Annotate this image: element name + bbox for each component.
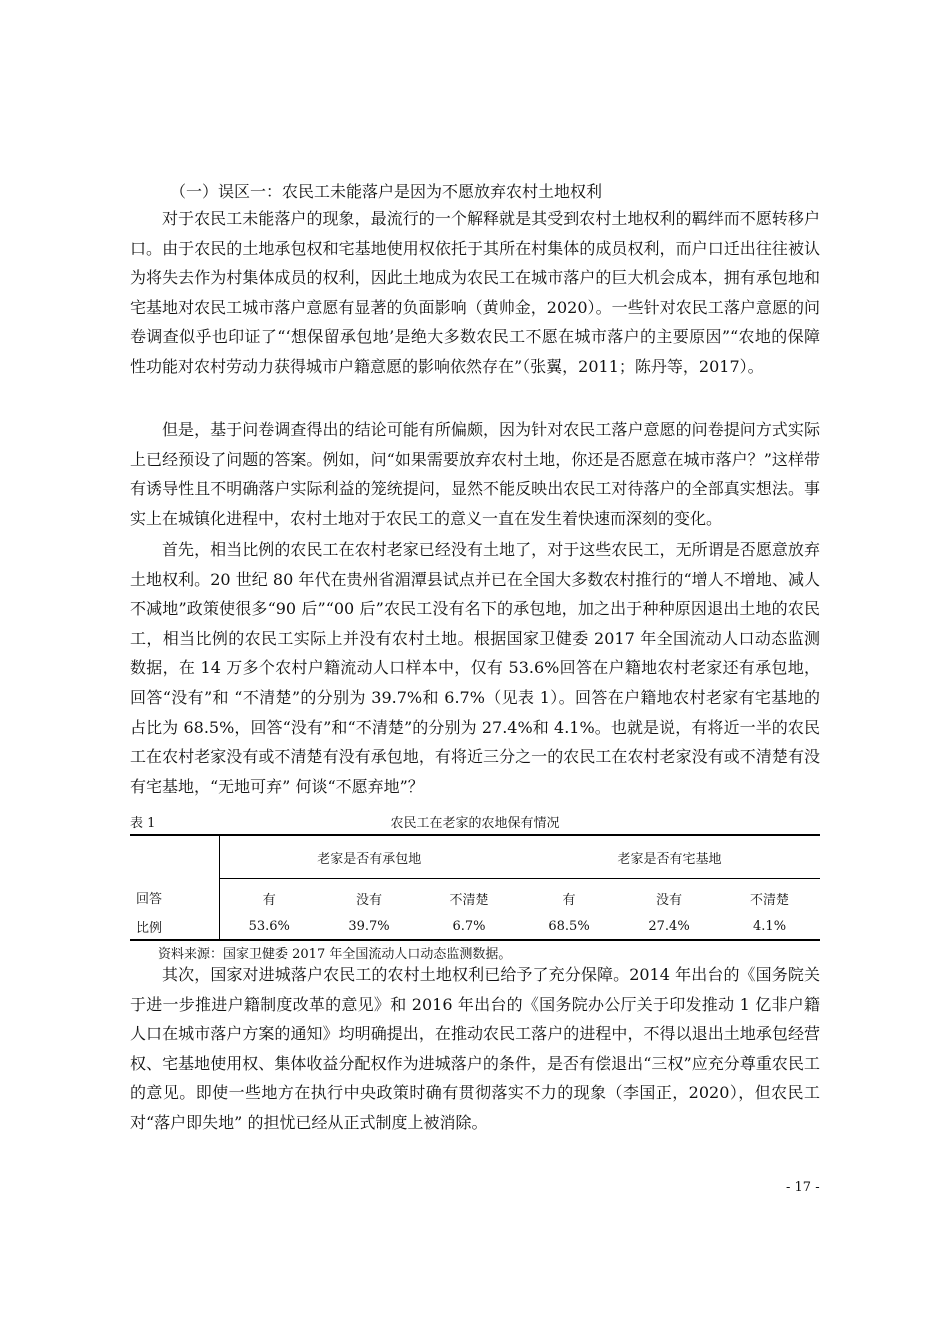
table-cell: 不清楚 xyxy=(750,892,790,908)
table-cell: 53.6% xyxy=(219,913,319,940)
group-header-homestead: 老家是否有宅基地 xyxy=(519,835,820,879)
paragraph-2: 但是，基于问卷调查得出的结论可能有所偏颇，因为针对农民工落户意愿的问卷提问方式实际上已经预设了问题的答案。例如，问“如果需要放弃农村土地，你还是否愿意在城市落户？”这样带有诱导性且不明确落户实际利益的笼统提问，显然不能反映出农民工对待落户的全部真实想法。事实上在城镇化进程中，农村土地对于农民工的意义一直在发生着快速而深刻的变化。 xyxy=(130,420,820,528)
table-cell: 有 xyxy=(562,892,576,908)
table-cell: 39.7% xyxy=(319,913,419,940)
table-cell: 6.7% xyxy=(419,913,519,940)
table-caption xyxy=(130,814,820,834)
table-cell: 有 xyxy=(262,892,276,908)
row-label-ratio: 比例 xyxy=(130,913,219,940)
table-group-header-row xyxy=(130,835,820,879)
table-source-note: 资料来源：国家卫健委 2017 年全国流动人口动态监测数据。 xyxy=(158,947,512,962)
group-header-contract-land: 老家是否有承包地 xyxy=(219,835,519,879)
table-cell: 没有 xyxy=(656,892,683,908)
table-number: 表 1 xyxy=(130,816,156,831)
table-cell: 4.1% xyxy=(719,913,820,940)
table-cell: 27.4% xyxy=(619,913,719,940)
table-1 xyxy=(130,814,820,965)
section-heading: （一）误区一：农民工未能落户是因为不愿放弃农村土地权利 xyxy=(170,182,603,201)
paragraph-4: 其次，国家对进城落户农民工的农村土地权利已给予了充分保障。2014 年出台的《国务院关于进一步推进户籍制度改革的意见》和 2016 年出台的《国务院办公厅关于印发推动 1 亿非户籍人口在城市落户方案的通知》均明确提出，在推动农民工落户的进程中，不得以退出土地承包经营权、宅基地使用权、集体收益分配权作为进城落户的条件，是否有偿退出“三权”应充分尊重农民工的意见。即使一些地方在执行中央政策时确有贯彻落实不力的现象（李国正，2020），但农民工对“落户即失地” 的担忧已经从正式制度上被消除。 xyxy=(130,965,820,1132)
table-stub-header xyxy=(130,835,219,879)
table-cell: 不清楚 xyxy=(449,892,489,908)
row-label-answer: 回答 xyxy=(130,879,219,914)
page-number: - 17 - xyxy=(786,1180,820,1195)
paragraph-1: 对于农民工未能落户的现象，最流行的一个解释就是其受到农村土地权利的羁绊而不愿转移户口。由于农民的土地承包权和宅基地使用权依托于其所在村集体的成员权利，而户口迁出往往被认为将失去作为村集体成员的权利，因此土地成为农民工在城市落户的巨大机会成本，拥有承包地和宅基地对农民工城市落户意愿有显著的负面影响（黄帅金，2020）。一些针对农民工落户意愿的问卷调查似乎也印证了“‘想保留承包地’是绝大多数农民工不愿在城市落户的主要原因”“农地的保障性功能对农村劳动力获得城市户籍意愿的影响依然存在”（张翼，2011；陈丹等，2017）。 xyxy=(130,209,820,376)
paragraph-3: 首先，相当比例的农民工在农村老家已经没有土地了，对于这些农民工，无所谓是否愿意放弃土地权利。20 世纪 80 年代在贵州省湄潭县试点并已在全国大多数农村推行的“增人不增地、减人不减地”政策使很多“90 后”“00 后”农民工没有名下的承包地，加之出于种种原因退出土地的农民工，相当比例的农民工实际上并没有农村土地。根据国家卫健委 2017 年全国流动人口动态监测数据，在 14 万多个农村户籍流动人口样本中，仅有 53.6%回答在户籍地农村老家还有承包地，回答“没有”和 “不清楚”的分别为 39.7%和 6.7%（见表 1）。回答在户籍地农村老家有宅基地的占比为 68.5%，回答“没有”和“不清楚”的分别为 27.4%和 4.1%。也就是说，有将近一半的农民工在农村老家没有或不清楚有没有承包地，有将近三分之一的农民工在农村老家没有或不清楚有没有宅基地，“无地可弃” 何谈“不愿弃地”？ xyxy=(130,540,820,796)
table-cell: 没有 xyxy=(355,892,382,908)
table-ratio-row xyxy=(130,913,820,940)
table-title: 农民工在老家的农地保有情况 xyxy=(390,816,560,831)
table-cell: 68.5% xyxy=(519,913,619,940)
landholding-table xyxy=(130,834,820,941)
table-answer-row xyxy=(130,879,820,914)
